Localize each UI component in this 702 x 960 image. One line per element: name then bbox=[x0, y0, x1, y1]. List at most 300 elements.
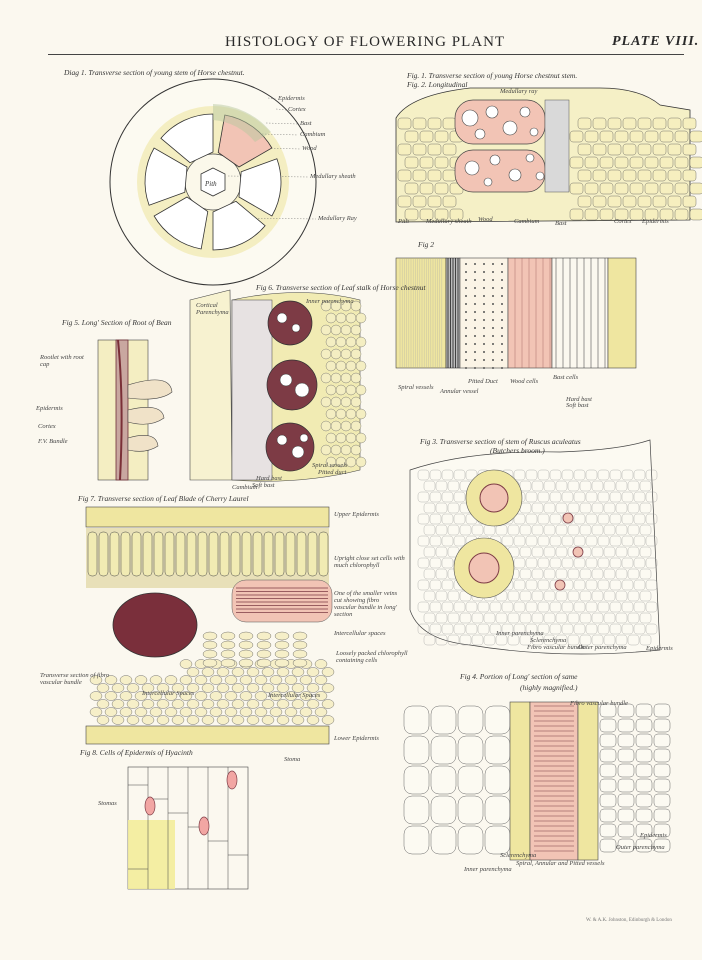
spongy-cell bbox=[150, 708, 162, 717]
cell bbox=[435, 131, 448, 142]
fig8-hyacinth-epidermis bbox=[128, 767, 248, 889]
pit bbox=[501, 311, 503, 313]
pit bbox=[483, 295, 485, 297]
vessel bbox=[530, 128, 538, 136]
fig6-leaf-stalk bbox=[190, 290, 366, 481]
fig1-label: Medullary sheath bbox=[426, 218, 472, 225]
vessel bbox=[536, 172, 544, 180]
spongy-cell bbox=[202, 684, 214, 693]
cell bbox=[428, 170, 441, 181]
spongy-cell bbox=[180, 660, 192, 669]
parenchyma-cell bbox=[346, 313, 356, 323]
outer-parenchyma-cell bbox=[618, 779, 634, 792]
pit bbox=[483, 287, 485, 289]
spongy-cell bbox=[293, 659, 307, 667]
parenchyma-cell bbox=[336, 385, 346, 395]
pit bbox=[465, 319, 467, 321]
parenchyma-cell bbox=[326, 337, 336, 347]
spongy-cell bbox=[257, 632, 271, 640]
fig1-label: Epidermis bbox=[642, 218, 669, 225]
pit bbox=[501, 287, 503, 289]
cell bbox=[420, 157, 433, 168]
pit bbox=[474, 351, 476, 353]
fig1-caption: Fig. 1. Transverse section of young Horse chestnut stem. bbox=[407, 71, 578, 80]
spongy-cell bbox=[221, 650, 235, 658]
outer-parenchyma-cell bbox=[600, 764, 616, 777]
spongy-cell bbox=[322, 684, 334, 693]
outer-parenchyma-cell bbox=[654, 734, 670, 747]
vessel bbox=[462, 110, 478, 126]
parenchyma-cell bbox=[336, 361, 346, 371]
pit bbox=[492, 263, 494, 265]
cell bbox=[608, 170, 621, 181]
fig8-label: Stomas bbox=[98, 800, 117, 807]
outer-parenchyma-cell bbox=[654, 704, 670, 717]
spongy-cell bbox=[172, 700, 184, 709]
pit bbox=[465, 351, 467, 353]
spongy-cell bbox=[255, 676, 267, 685]
pit bbox=[465, 359, 467, 361]
spongy-cell bbox=[90, 708, 102, 717]
spongy-cell bbox=[120, 692, 132, 701]
spongy-cell bbox=[142, 700, 154, 709]
spongy-cell bbox=[285, 708, 297, 717]
cell bbox=[413, 118, 426, 129]
inner-parenchyma-cell bbox=[458, 826, 483, 854]
fig6-label: Cambium bbox=[232, 484, 258, 491]
cell bbox=[668, 170, 681, 181]
vessel bbox=[277, 313, 287, 323]
parenchyma-cell bbox=[326, 313, 336, 323]
palisade-cell bbox=[99, 532, 108, 576]
plate-title: HISTOLOGY OF FLOWERING PLANT bbox=[225, 34, 506, 50]
cell bbox=[683, 170, 696, 181]
inner-parenchyma-cell bbox=[458, 796, 483, 824]
spongy-cell bbox=[322, 700, 334, 709]
spongy-cell bbox=[195, 676, 207, 685]
spongy-cell bbox=[307, 700, 319, 709]
pit bbox=[465, 263, 467, 265]
vessel bbox=[484, 178, 492, 186]
fig2-label: Pitted Duct bbox=[468, 378, 498, 385]
spongy-cell bbox=[225, 692, 237, 701]
spongy-cell bbox=[275, 641, 289, 649]
pit bbox=[483, 319, 485, 321]
cell bbox=[578, 170, 591, 181]
spongy-cell bbox=[292, 700, 304, 709]
cell bbox=[683, 118, 696, 129]
fig7-label: Transverse section of fibro vascular bundle bbox=[40, 672, 110, 686]
fig3-label: Epidermis bbox=[646, 645, 673, 652]
inner-parenchyma-cell bbox=[458, 736, 483, 764]
pit bbox=[483, 335, 485, 337]
spongy-cell bbox=[225, 708, 237, 717]
spongy-cell bbox=[239, 650, 253, 658]
cell bbox=[683, 144, 696, 155]
vessel bbox=[520, 107, 530, 117]
spongy-cell bbox=[247, 700, 259, 709]
pit bbox=[492, 303, 494, 305]
inner-parenchyma-cell bbox=[404, 796, 429, 824]
fig5-label: Epidermis bbox=[36, 405, 63, 412]
cell bbox=[653, 118, 666, 129]
spongy-cell bbox=[275, 632, 289, 640]
vessel bbox=[490, 155, 500, 165]
outer-parenchyma-cell bbox=[600, 749, 616, 762]
spongy-cell bbox=[202, 700, 214, 709]
outer-parenchyma-cell bbox=[654, 719, 670, 732]
cell bbox=[443, 170, 456, 181]
parenchyma-cell bbox=[336, 313, 346, 323]
parenchyma-cell bbox=[356, 457, 366, 467]
cell bbox=[443, 118, 456, 129]
outer-parenchyma-cell bbox=[636, 749, 652, 762]
cell bbox=[630, 183, 643, 194]
outer-parenchyma-cell bbox=[654, 764, 670, 777]
palisade-cell bbox=[121, 532, 130, 576]
spongy-cell bbox=[221, 641, 235, 649]
palisade-cell bbox=[308, 532, 317, 576]
cell bbox=[428, 196, 441, 207]
outer-parenchyma-cell bbox=[654, 749, 670, 762]
vessel bbox=[503, 121, 517, 135]
pit bbox=[474, 367, 476, 369]
outer-parenchyma-cell bbox=[636, 809, 652, 822]
parenchyma-cell bbox=[356, 409, 366, 419]
fig3-label: Outer parenchyma bbox=[578, 644, 627, 651]
cell bbox=[578, 118, 591, 129]
palisade-cell bbox=[198, 532, 207, 576]
cell bbox=[630, 157, 643, 168]
spongy-cell bbox=[257, 641, 271, 649]
spongy-cell bbox=[239, 659, 253, 667]
spongy-cell bbox=[142, 716, 154, 725]
spongy-cell bbox=[112, 684, 124, 693]
spongy-cell bbox=[315, 708, 327, 717]
fig6-label: Cortical Parenchyma bbox=[196, 302, 229, 316]
fig5-label: Rootlet with root cap bbox=[40, 354, 84, 368]
cell bbox=[608, 144, 621, 155]
parenchyma-cell bbox=[321, 445, 331, 455]
outer-parenchyma-cell bbox=[654, 809, 670, 822]
outer-parenchyma-cell bbox=[636, 779, 652, 792]
pit bbox=[501, 319, 503, 321]
cell bbox=[405, 157, 418, 168]
printer-imprint: W. & A.K. Johnston, Edinburgh & London bbox=[586, 918, 672, 923]
cell bbox=[668, 196, 681, 207]
pit bbox=[501, 359, 503, 361]
parenchyma-cell bbox=[356, 361, 366, 371]
parenchyma-cell bbox=[346, 385, 356, 395]
spongy-cell bbox=[135, 676, 147, 685]
pit bbox=[465, 295, 467, 297]
cell bbox=[615, 157, 628, 168]
inner-parenchyma-cell bbox=[431, 706, 456, 734]
outer-parenchyma-cell bbox=[618, 719, 634, 732]
cell bbox=[593, 170, 606, 181]
spongy-cell bbox=[239, 632, 253, 640]
spongy-cell bbox=[217, 668, 229, 677]
cell bbox=[420, 131, 433, 142]
pit bbox=[501, 279, 503, 281]
spongy-cell bbox=[127, 700, 139, 709]
vessel bbox=[292, 324, 300, 332]
spongy-cell bbox=[127, 684, 139, 693]
pit bbox=[492, 343, 494, 345]
spongy-cell bbox=[300, 676, 312, 685]
outer-parenchyma-cell bbox=[618, 824, 634, 837]
spongy-cell bbox=[112, 700, 124, 709]
parenchyma-cell bbox=[331, 349, 341, 359]
fig2-label: Bast cells bbox=[553, 374, 579, 381]
cell bbox=[645, 183, 658, 194]
pit bbox=[492, 311, 494, 313]
fig7-label: Upper Epidermis bbox=[334, 511, 379, 518]
parenchyma-cell bbox=[326, 433, 336, 443]
outer-parenchyma-cell bbox=[618, 794, 634, 807]
pit bbox=[465, 303, 467, 305]
diag1-label: Medullary sheath bbox=[310, 173, 356, 180]
fig4-label: Fibro vascular bundle bbox=[570, 700, 628, 707]
cell bbox=[570, 183, 583, 194]
spongy-cell bbox=[275, 650, 289, 658]
pit bbox=[492, 327, 494, 329]
cell bbox=[570, 209, 583, 220]
cell bbox=[600, 183, 613, 194]
cell bbox=[638, 144, 651, 155]
pit bbox=[474, 271, 476, 273]
outer-parenchyma-cell bbox=[600, 779, 616, 792]
parenchyma-cell bbox=[341, 349, 351, 359]
pit bbox=[483, 327, 485, 329]
pit bbox=[474, 359, 476, 361]
pit bbox=[483, 279, 485, 281]
pit bbox=[474, 303, 476, 305]
pit bbox=[492, 367, 494, 369]
parenchyma-cell bbox=[331, 325, 341, 335]
spongy-cell bbox=[195, 692, 207, 701]
cell bbox=[413, 144, 426, 155]
pit bbox=[501, 263, 503, 265]
fig4-label: Inner parenchyma bbox=[464, 866, 512, 873]
cell bbox=[645, 131, 658, 142]
cell bbox=[405, 183, 418, 194]
pit bbox=[501, 351, 503, 353]
parenchyma-cell bbox=[321, 349, 331, 359]
parenchyma-cell bbox=[331, 445, 341, 455]
spongy-cell bbox=[255, 708, 267, 717]
fig4-long-section bbox=[404, 702, 670, 860]
parenchyma-cell bbox=[321, 373, 331, 383]
pit bbox=[492, 295, 494, 297]
vessel bbox=[300, 434, 308, 442]
spongy-cell bbox=[285, 676, 297, 685]
fig7-label: Lower Epidermis bbox=[334, 735, 379, 742]
parenchyma-cell bbox=[326, 409, 336, 419]
outer-parenchyma-cell bbox=[654, 779, 670, 792]
spongy-cell bbox=[187, 668, 199, 677]
fig3-caption: Fig 3. Transverse section of stem of Ruscus aculeatus bbox=[420, 437, 581, 446]
spongy-cell bbox=[187, 700, 199, 709]
fig6-label: Hard bast bbox=[256, 475, 282, 482]
spongy-cell bbox=[157, 716, 169, 725]
cell bbox=[578, 196, 591, 207]
spongy-cell bbox=[315, 660, 327, 669]
vessel bbox=[509, 169, 521, 181]
diag1-label: Wood bbox=[302, 145, 317, 152]
fig4-label: Outer parenchyma bbox=[616, 844, 665, 851]
pit bbox=[492, 351, 494, 353]
diag1-label: Epidermis bbox=[278, 95, 305, 102]
spongy-cell bbox=[322, 668, 334, 677]
spongy-cell bbox=[150, 676, 162, 685]
fig6-label: Pitted duct bbox=[318, 469, 347, 476]
spongy-cell bbox=[225, 676, 237, 685]
cell bbox=[660, 157, 673, 168]
cell bbox=[413, 196, 426, 207]
cell bbox=[638, 196, 651, 207]
pit bbox=[501, 343, 503, 345]
spongy-cell bbox=[262, 700, 274, 709]
parenchyma-cell bbox=[326, 385, 336, 395]
cell bbox=[585, 157, 598, 168]
fig2-label: Hard bast bbox=[566, 396, 592, 403]
pit bbox=[465, 271, 467, 273]
spongy-cell bbox=[240, 676, 252, 685]
fig6-label: Soft bast bbox=[252, 482, 275, 489]
inner-parenchyma-cell bbox=[431, 826, 456, 854]
inner-parenchyma-cell bbox=[404, 706, 429, 734]
fig1-label: Pith bbox=[398, 218, 409, 225]
cell bbox=[630, 131, 643, 142]
spongy-cell bbox=[217, 716, 229, 725]
fig6-caption: Fig 6. Transverse section of Leaf stalk of Horse chestnut bbox=[256, 283, 426, 292]
inner-parenchyma-cell bbox=[404, 766, 429, 794]
parenchyma-cell bbox=[341, 397, 351, 407]
fig4-label: Epidermis bbox=[640, 832, 667, 839]
cell bbox=[608, 118, 621, 129]
parenchyma-cell bbox=[341, 445, 351, 455]
outer-parenchyma-cell bbox=[618, 749, 634, 762]
inner-parenchyma-cell bbox=[485, 766, 510, 794]
pit bbox=[474, 295, 476, 297]
cell bbox=[653, 170, 666, 181]
vessel bbox=[475, 129, 485, 139]
spongy-cell bbox=[210, 692, 222, 701]
parenchyma-cell bbox=[336, 433, 346, 443]
spongy-cell bbox=[97, 716, 109, 725]
cell bbox=[660, 183, 673, 194]
cell bbox=[593, 118, 606, 129]
cell bbox=[600, 157, 613, 168]
fig7-label: Upright close set cells with much chlorophyll bbox=[334, 555, 405, 569]
palisade-cell bbox=[275, 532, 284, 576]
cell bbox=[668, 118, 681, 129]
cell bbox=[593, 144, 606, 155]
spongy-cell bbox=[203, 641, 217, 649]
vessel bbox=[280, 374, 292, 386]
fig4-label: Sclerenchyma bbox=[500, 852, 537, 859]
spongy-cell bbox=[239, 641, 253, 649]
parenchyma-cell bbox=[341, 373, 351, 383]
vessel bbox=[292, 446, 304, 458]
cell bbox=[690, 183, 702, 194]
cell bbox=[428, 118, 441, 129]
fig7-label: One of the smaller veins cut showing fibro vascular bundle in long' section bbox=[334, 590, 398, 618]
cell bbox=[623, 196, 636, 207]
cell bbox=[405, 131, 418, 142]
cell bbox=[398, 144, 411, 155]
pit bbox=[492, 319, 494, 321]
spongy-cell bbox=[240, 708, 252, 717]
pit bbox=[492, 279, 494, 281]
cell bbox=[675, 209, 688, 220]
parenchyma-cell bbox=[346, 409, 356, 419]
cell bbox=[653, 196, 666, 207]
parenchyma-cell bbox=[351, 349, 361, 359]
pit bbox=[483, 343, 485, 345]
outer-parenchyma-cell bbox=[636, 734, 652, 747]
cell bbox=[668, 144, 681, 155]
cell bbox=[675, 183, 688, 194]
spongy-cell bbox=[195, 708, 207, 717]
spongy-cell bbox=[300, 708, 312, 717]
cell bbox=[443, 144, 456, 155]
outer-parenchyma-cell bbox=[600, 839, 616, 852]
spongy-cell bbox=[105, 692, 117, 701]
fig5-label: F.V. Bundle bbox=[38, 438, 68, 445]
palisade-cell bbox=[154, 532, 163, 576]
cell bbox=[660, 131, 673, 142]
spongy-cell bbox=[97, 700, 109, 709]
spongy-cell bbox=[322, 716, 334, 725]
inner-parenchyma-cell bbox=[404, 826, 429, 854]
cell bbox=[690, 157, 702, 168]
spongy-cell bbox=[232, 716, 244, 725]
inner-parenchyma-cell bbox=[485, 796, 510, 824]
cell bbox=[585, 183, 598, 194]
outer-parenchyma-cell bbox=[600, 719, 616, 732]
spongy-cell bbox=[292, 716, 304, 725]
cell bbox=[623, 118, 636, 129]
pit bbox=[483, 271, 485, 273]
fig7-leaf-blade bbox=[86, 507, 334, 744]
fig7-label: Intercellular spaces bbox=[334, 630, 386, 637]
palisade-cell bbox=[187, 532, 196, 576]
cell bbox=[615, 183, 628, 194]
parenchyma-cell bbox=[351, 373, 361, 383]
spongy-cell bbox=[262, 668, 274, 677]
vessel bbox=[277, 435, 287, 445]
fig1-medullary-ray-label: Medullary ray bbox=[500, 88, 538, 95]
pit bbox=[474, 335, 476, 337]
parenchyma-cell bbox=[336, 337, 346, 347]
pit bbox=[465, 287, 467, 289]
fig2-label: Soft bast bbox=[566, 402, 589, 409]
inner-parenchyma-cell bbox=[485, 736, 510, 764]
fig2-inline-caption: Fig. 2. Longitudinal bbox=[407, 80, 468, 89]
spongy-cell bbox=[203, 659, 217, 667]
palisade-cell bbox=[297, 532, 306, 576]
palisade-cell bbox=[209, 532, 218, 576]
cell bbox=[645, 157, 658, 168]
spongy-cell bbox=[247, 684, 259, 693]
parenchyma-cell bbox=[341, 325, 351, 335]
spongy-cell bbox=[255, 692, 267, 701]
spongy-cell bbox=[127, 716, 139, 725]
parenchyma-cell bbox=[331, 373, 341, 383]
pit bbox=[492, 287, 494, 289]
